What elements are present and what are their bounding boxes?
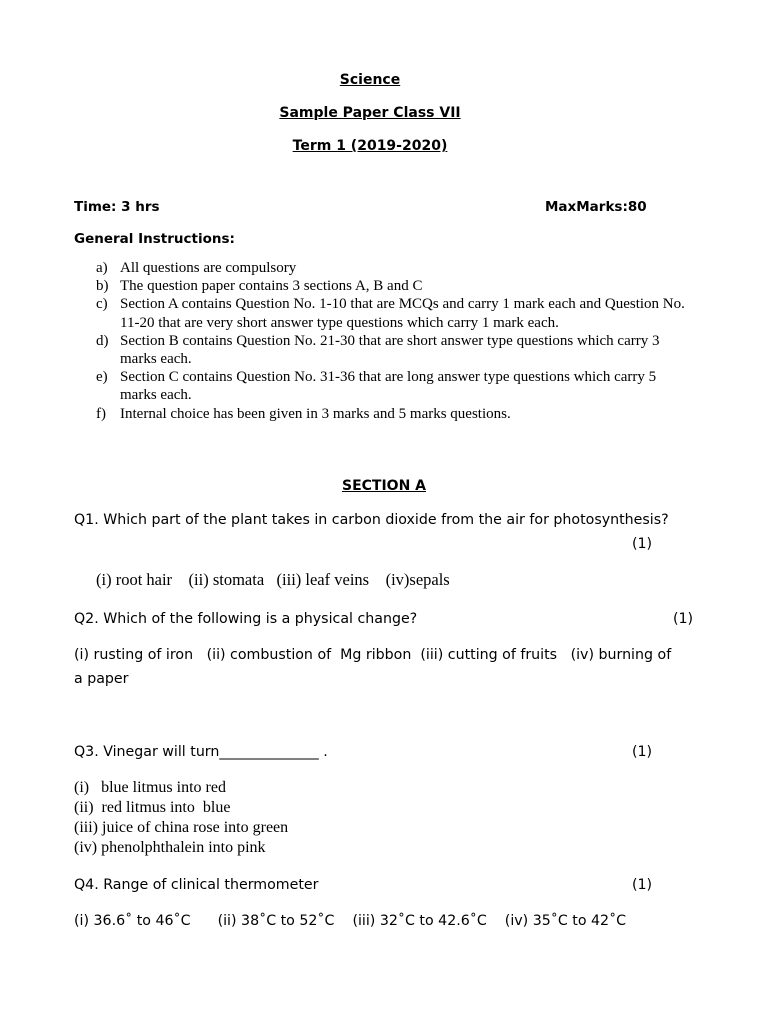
question-1-text: Q1. Which part of the plant takes in carbon dioxide from the air for photosynthesis? <box>74 512 669 528</box>
section-a-heading: SECTION A <box>341 478 426 494</box>
question-4-options: (i) 36.6˚ to 46˚C (ii) 38˚C to 52˚C (iii) 32˚C to 42.6˚C (iv) 35˚C to 42˚C <box>74 913 627 929</box>
question-2-options-line2: a paper <box>74 671 129 687</box>
max-marks-label: MaxMarks:80 <box>545 199 647 215</box>
subject-title: Science <box>339 72 401 88</box>
paper-title: Sample Paper Class VII <box>279 105 461 121</box>
question-2-text: Q2. Which of the following is a physical change? <box>74 611 418 627</box>
instruction-text: Section B contains Question No. 21-30 that are short answer type questions which carry 3 marks each. <box>120 332 660 368</box>
question-1-options: (i) root hair (ii) stomata (iii) leaf veins (iv)sepals <box>96 570 450 589</box>
instruction-text: Internal choice has been given in 3 marks and 5 marks questions. <box>120 405 511 422</box>
question-4-text: Q4. Range of clinical thermometer <box>74 877 319 893</box>
question-3-marks: (1) <box>632 744 653 760</box>
question-2-options-line1: (i) rusting of iron (ii) combustion of Mg ribbon (iii) cutting of fruits (iv) burning of <box>74 647 672 663</box>
instruction-marker: d) <box>96 332 109 349</box>
instruction-item <box>72 332 692 368</box>
time-label: Time: 3 hrs <box>74 199 160 215</box>
option-item: (ii) red litmus into blue <box>74 799 231 816</box>
option-item: (iii) juice of china rose into green <box>74 819 289 836</box>
instruction-marker: e) <box>96 369 108 386</box>
instructions-heading: General Instructions: <box>74 231 235 247</box>
term-title: Term 1 (2019-2020) <box>292 138 448 154</box>
option-item: (iv) phenolphthalein into pink <box>74 839 266 856</box>
instructions-list <box>72 259 692 423</box>
question-4-marks: (1) <box>632 877 653 893</box>
question-1-marks: (1) <box>632 536 653 552</box>
instruction-text: All questions are compulsory <box>120 260 297 276</box>
instruction-marker: f) <box>96 405 106 422</box>
question-2-marks: (1) <box>673 611 694 627</box>
instruction-item <box>72 277 692 295</box>
instruction-item <box>72 259 692 277</box>
instruction-text: Section C contains Question No. 31-36 that are long answer type questions which carry 5 marks each. <box>120 369 657 404</box>
instruction-marker: c) <box>96 296 108 313</box>
instruction-text: The question paper contains 3 sections A, B and C <box>120 278 423 295</box>
instruction-item <box>72 368 692 404</box>
question-3-options <box>74 778 288 858</box>
option-item: (i) blue litmus into red <box>74 779 226 796</box>
instruction-item <box>72 295 692 331</box>
question-3-text: Q3. Vinegar will turn______________ . <box>74 744 328 760</box>
instruction-item <box>72 405 692 423</box>
instruction-marker: a) <box>96 260 108 276</box>
instruction-marker: b) <box>96 278 109 295</box>
instruction-text: Section A contains Question No. 1-10 that are MCQs and carry 1 mark each and Question No. 11-20 that are very short answer type questions which carry 1 mark each. <box>120 296 685 331</box>
